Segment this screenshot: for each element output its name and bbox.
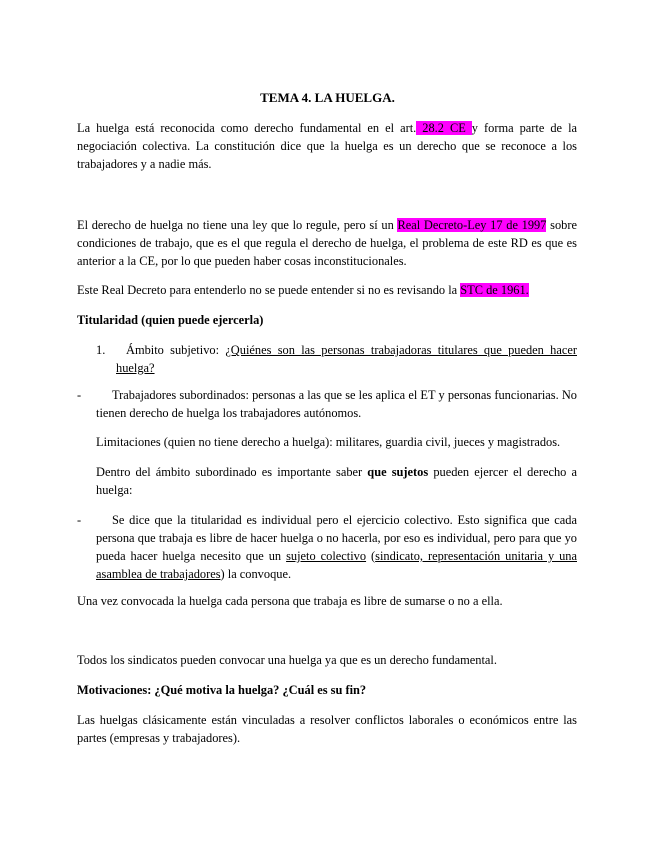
bold-text: que sujetos	[367, 465, 429, 479]
underlined-sujeto-colectivo: sujeto colectivo	[286, 549, 367, 563]
paragraph-convocada: Una vez convocada la huelga cada persona que trabaja es libre de sumarse o no a ella.	[77, 594, 503, 608]
page-title: TEMA 4. LA HUELGA.	[260, 90, 395, 105]
list-item-ambito-subjetivo	[116, 341, 577, 377]
text-segment: Ámbito subjetivo:	[126, 343, 226, 357]
paragraph-limitaciones: Limitaciones (quien no tiene derecho a huelga): militares, guardia civil, jueces y magistrados.	[96, 435, 561, 449]
text-segment: Se dice que la titularidad es individual pero el ejercicio colectivo. Esto significa que cada persona que trabaja es libre de hacer huelga o no hacerla, por eso es individual, pero para que yo pueda hacer huelga necesito que un	[96, 513, 577, 563]
text-segment: Este Real Decreto para entenderlo no se puede entender si no es revisando la	[77, 283, 461, 297]
text-segment: sobre condiciones de trabajo, que es el que regula el derecho de huelga, el problema de este RD es que es anterior a la CE, por lo que pueden haber cosas inconstitucionales.	[77, 218, 577, 268]
dash-bullet: -	[77, 513, 82, 527]
text-segment: pueden ejercer el derecho a huelga:	[96, 465, 577, 497]
text-segment: y forma parte de la negociación colectiva. La constitución dice que la huelga es un derecho que se reconoce a los trabajadores y a nadie más.	[77, 121, 578, 171]
highlight-stc-1961: STC de 1961.	[460, 283, 529, 297]
highlight-real-decreto: Real Decreto-Ley 17 de 1997	[397, 218, 547, 232]
text-segment: El derecho de huelga no tiene una ley que lo regule, pero sí un	[77, 218, 398, 232]
paragraph-reconocimiento	[77, 119, 577, 173]
text-segment: ) la convoque.	[220, 567, 292, 581]
paragraph-huelgas-clasicas: Las huelgas clásicamente están vinculadas a resolver conflictos laborales o económicos entre las partes (empresas y trabajadores).	[77, 713, 577, 745]
text-segment: La huelga está reconocida como derecho fundamental en el art.	[77, 121, 417, 135]
heading-motivaciones: Motivaciones: ¿Qué motiva la huelga? ¿Cuál es su fin?	[77, 683, 367, 697]
paragraph-titularidad-individual	[96, 511, 577, 583]
paragraph-sindicatos: Todos los sindicatos pueden convocar una huelga ya que es un derecho fundamental.	[77, 653, 497, 667]
text-segment: (	[366, 549, 376, 563]
heading-titularidad: Titularidad (quien puede ejercerla)	[77, 313, 264, 327]
text-segment: Dentro del ámbito subordinado es importante saber	[96, 465, 368, 479]
highlight-28-2-ce: 28.2 CE	[416, 121, 472, 135]
paragraph-trabajadores-subordinados: Trabajadores subordinados: personas a las que se les aplica el ET y personas funcionarias. No tienen derecho de huelga los trabajadores autónomos.	[96, 388, 577, 420]
list-number: 1.	[96, 343, 106, 357]
paragraph-stc	[77, 281, 577, 299]
dash-bullet: -	[77, 388, 82, 402]
underlined-sindicato: sindicato, representación unitaria y una asamblea de trabajadores	[96, 549, 577, 581]
paragraph-real-decreto	[77, 216, 577, 270]
underlined-question: ¿Quiénes son las personas trabajadoras titulares que pueden hacer huelga?	[116, 343, 577, 375]
paragraph-ambito-subordinado	[96, 463, 577, 499]
